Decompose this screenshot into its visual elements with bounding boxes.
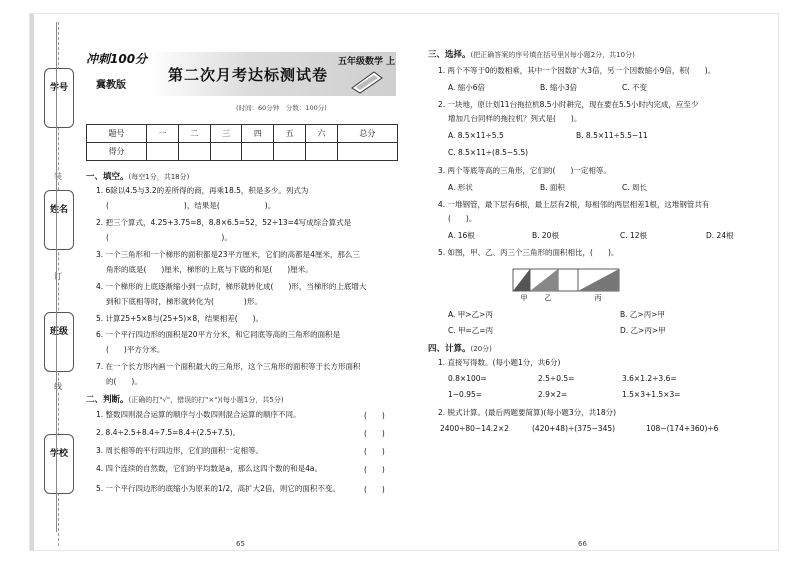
question-line: ( )。 xyxy=(448,214,477,223)
calc-item: 1.5×3+1.5×3= xyxy=(622,390,681,399)
score-table-header-row xyxy=(87,125,398,143)
option: A. 甲>乙>丙 xyxy=(448,310,493,319)
option: A. 8.5×11÷5.5 xyxy=(448,131,504,140)
calc-item: 108−(174+360)÷6 xyxy=(646,424,719,433)
question-line: 3. 两个等底等高的三角形，它们的( )一定相等。 xyxy=(438,166,611,175)
question-line: 的( )。 xyxy=(106,377,142,386)
calc-item: (420+48)÷(375−345) xyxy=(532,424,616,433)
option: C. 12根 xyxy=(620,231,648,240)
option: C. 8.5×11÷(8.5−5.5) xyxy=(448,148,529,157)
calc-item: 1−0.95= xyxy=(448,390,483,399)
table-cell: 六 xyxy=(306,125,338,143)
school-box xyxy=(44,434,74,494)
table-cell: 三 xyxy=(210,125,242,143)
section-fill-blank-heading xyxy=(86,170,189,182)
binding-mark-3: 线 xyxy=(54,382,62,391)
score-entry-cell[interactable] xyxy=(178,143,210,161)
score-table-score-row xyxy=(87,143,398,161)
section-judge-heading xyxy=(86,393,284,405)
calc-item: 2.9×2= xyxy=(538,390,568,399)
section-note: (20分) xyxy=(470,345,492,353)
figure-label-yi: 乙 xyxy=(544,294,552,302)
option: B. 乙>丙>甲 xyxy=(620,310,665,319)
calc-item: 0.8×100= xyxy=(448,374,487,383)
page-number-left: 65 xyxy=(236,540,245,548)
question-line: 4. 四个连续的自然数，它们的平均数是a，那么这四个数的和是4a。 xyxy=(96,464,323,473)
section-title: 四、计算。 xyxy=(428,344,471,354)
option: C. 周长 xyxy=(622,183,648,192)
question-line: ( )。 xyxy=(106,233,232,242)
question-line: 3. 周长相等的平行四边形，它们的面积一定相等。 xyxy=(96,446,264,455)
table-cell: 题号 xyxy=(87,125,147,143)
question-line: 角形的底是( )厘米，梯形的上底与下底的和是( )厘米。 xyxy=(106,265,313,274)
binding-strip xyxy=(38,22,78,546)
table-cell: 二 xyxy=(178,125,210,143)
binding-mark-2: 订 xyxy=(54,272,62,281)
question-line: 5. 一个平行四边形的底缩小为原来的1/2，高扩大2倍，则它的面积不变。 xyxy=(96,484,340,493)
question-line: 6. 一个平行四边形的面积是20平方分米，和它同底等高的三角形的面积是 xyxy=(96,330,341,339)
figure-label-jia: 甲 xyxy=(520,294,528,302)
binding-solid-line xyxy=(56,22,57,532)
section-note: (正确的打"√"，错误的打"×")(每小题1分，共5分) xyxy=(128,396,284,404)
table-cell: 四 xyxy=(242,125,274,143)
page-shadow xyxy=(30,14,34,550)
answer-paren[interactable]: ( ) xyxy=(364,429,385,438)
question-line: 1. 整数四则混合运算的顺序与小数四则混合运算的顺序不同。 xyxy=(96,410,301,419)
student-name-box xyxy=(44,190,74,250)
question-line: ( )，结果是( )。 xyxy=(106,201,276,210)
question-line: 2. 脱式计算。(最后两题要简算)(每小题3分，共18分) xyxy=(438,408,617,417)
option: A. 形状 xyxy=(448,183,473,192)
binding-mark-1: 装 xyxy=(54,172,62,181)
table-cell: 得分 xyxy=(87,143,147,161)
section-note: (把正确答案的序号填在括号里)(每小题2分，共10分) xyxy=(470,51,635,59)
question-line: 1. 6除以4.5与3.2的差所得的商，再乘18.5，积是多少。列式为 xyxy=(96,186,309,195)
section-title: 一、填空。 xyxy=(86,172,129,182)
section-note: (每空1分，共18分) xyxy=(128,173,190,181)
answer-paren[interactable]: ( ) xyxy=(364,447,385,456)
student-number-label: 学号 xyxy=(49,83,68,93)
question-line: 5. 如图，甲、乙、丙三个三角形的面积相比，( )。 xyxy=(438,248,619,257)
question-line: 1. 两个不等于0的数相乘，其中一个因数扩大3倍，另一个因数缩小9倍，积( )。 xyxy=(438,66,716,75)
table-cell: 一 xyxy=(147,125,179,143)
option: D. 乙>丙>甲 xyxy=(620,326,666,335)
question-line: 2. 8.4÷2.5+8.4÷7.5=8.4÷(2.5+7.5)。 xyxy=(96,428,241,437)
page-number-right: 66 xyxy=(578,540,587,548)
calc-item: 3.6×1.2÷3.6= xyxy=(622,374,677,383)
question-line: 7. 在一个长方形内画一个面积最大的三角形，这个三角形的面积等于长方形面积 xyxy=(96,362,361,371)
school-label: 学校 xyxy=(49,449,68,459)
option: D. 24根 xyxy=(706,231,734,240)
option: C. 不变 xyxy=(622,83,648,92)
score-entry-cell[interactable] xyxy=(210,143,242,161)
triangle-comparison-figure xyxy=(512,268,620,302)
class-label: 班级 xyxy=(49,327,68,337)
brand-logo: 冲刺100分 xyxy=(86,52,148,66)
score-entry-cell[interactable] xyxy=(147,143,179,161)
section-calc-heading xyxy=(428,342,492,354)
question-line: 4. 一堆钢管，最下层有6根，最上层有2根，每相邻的两层相差1根，这堆钢管共有 xyxy=(438,200,710,209)
answer-paren[interactable]: ( ) xyxy=(364,465,385,474)
grade-label: 五年级数学 上 xyxy=(338,57,396,67)
option: A. 缩小6倍 xyxy=(448,83,486,92)
question-line: 4. 一个梯形的上底逐渐缩小到一点时，梯形就转化成( )形，当梯形的上底增大 xyxy=(96,282,367,291)
section-title: 三、选择。 xyxy=(428,50,471,60)
question-line: 到和下底相等时，梯形就转化为( )形。 xyxy=(106,297,262,306)
question-line: 2. 把三个算式，4.25+3.75=8，8.8×6.5=52，52÷13=4写成综合算式是 xyxy=(96,218,352,227)
edition-label: 冀教版 xyxy=(96,80,126,91)
answer-paren[interactable]: ( ) xyxy=(364,485,385,494)
section-choice-heading xyxy=(428,48,635,60)
tablet-icon xyxy=(348,68,384,94)
student-name-label: 姓名 xyxy=(49,205,68,215)
calc-item: 2.5÷0.5= xyxy=(538,374,575,383)
question-line: 2. 一块地，原计划11台拖拉机8.5小时耕完，现在要在5.5小时内完成，应至少 xyxy=(438,100,699,109)
option: B. 8.5×11÷5.5−11 xyxy=(576,131,648,140)
question-line: ( )平方分米。 xyxy=(106,345,165,354)
option: B. 20根 xyxy=(532,231,559,240)
option: A. 16根 xyxy=(448,231,475,240)
question-line: 3. 一个三角形和一个梯形的面积都是23平方厘米，它们的高都是4厘米，那么三 xyxy=(96,250,360,259)
option: B. 面积 xyxy=(540,183,565,192)
calc-item: 2400÷80−14.2×2 xyxy=(440,424,509,433)
class-box xyxy=(44,312,74,372)
option: C. 甲=乙=丙 xyxy=(448,326,494,335)
question-line: 增加几台同样的拖拉机？列式是( )。 xyxy=(448,114,582,123)
answer-paren[interactable]: ( ) xyxy=(364,411,385,420)
section-title: 二、判断。 xyxy=(86,395,129,405)
figure-label-bing: 丙 xyxy=(594,294,602,302)
table-cell: 总分 xyxy=(337,125,397,143)
score-entry-cell[interactable] xyxy=(337,143,397,161)
score-entry-cell[interactable] xyxy=(274,143,306,161)
score-table xyxy=(86,124,398,161)
option: B. 缩小3倍 xyxy=(540,83,578,92)
score-entry-cell[interactable] xyxy=(306,143,338,161)
time-and-score-info: (时间：60分钟 分数：100分) xyxy=(236,104,327,112)
exam-title: 第二次月考达标测试卷 xyxy=(168,66,329,84)
question-line: 5. 计算25+5×8与(25+5)×8，结果相差( )。 xyxy=(96,314,264,323)
student-number-box xyxy=(44,68,74,128)
table-cell: 五 xyxy=(274,125,306,143)
score-entry-cell[interactable] xyxy=(242,143,274,161)
question-line: 1. 直接写得数。(每小题1分，共6分) xyxy=(438,358,561,367)
